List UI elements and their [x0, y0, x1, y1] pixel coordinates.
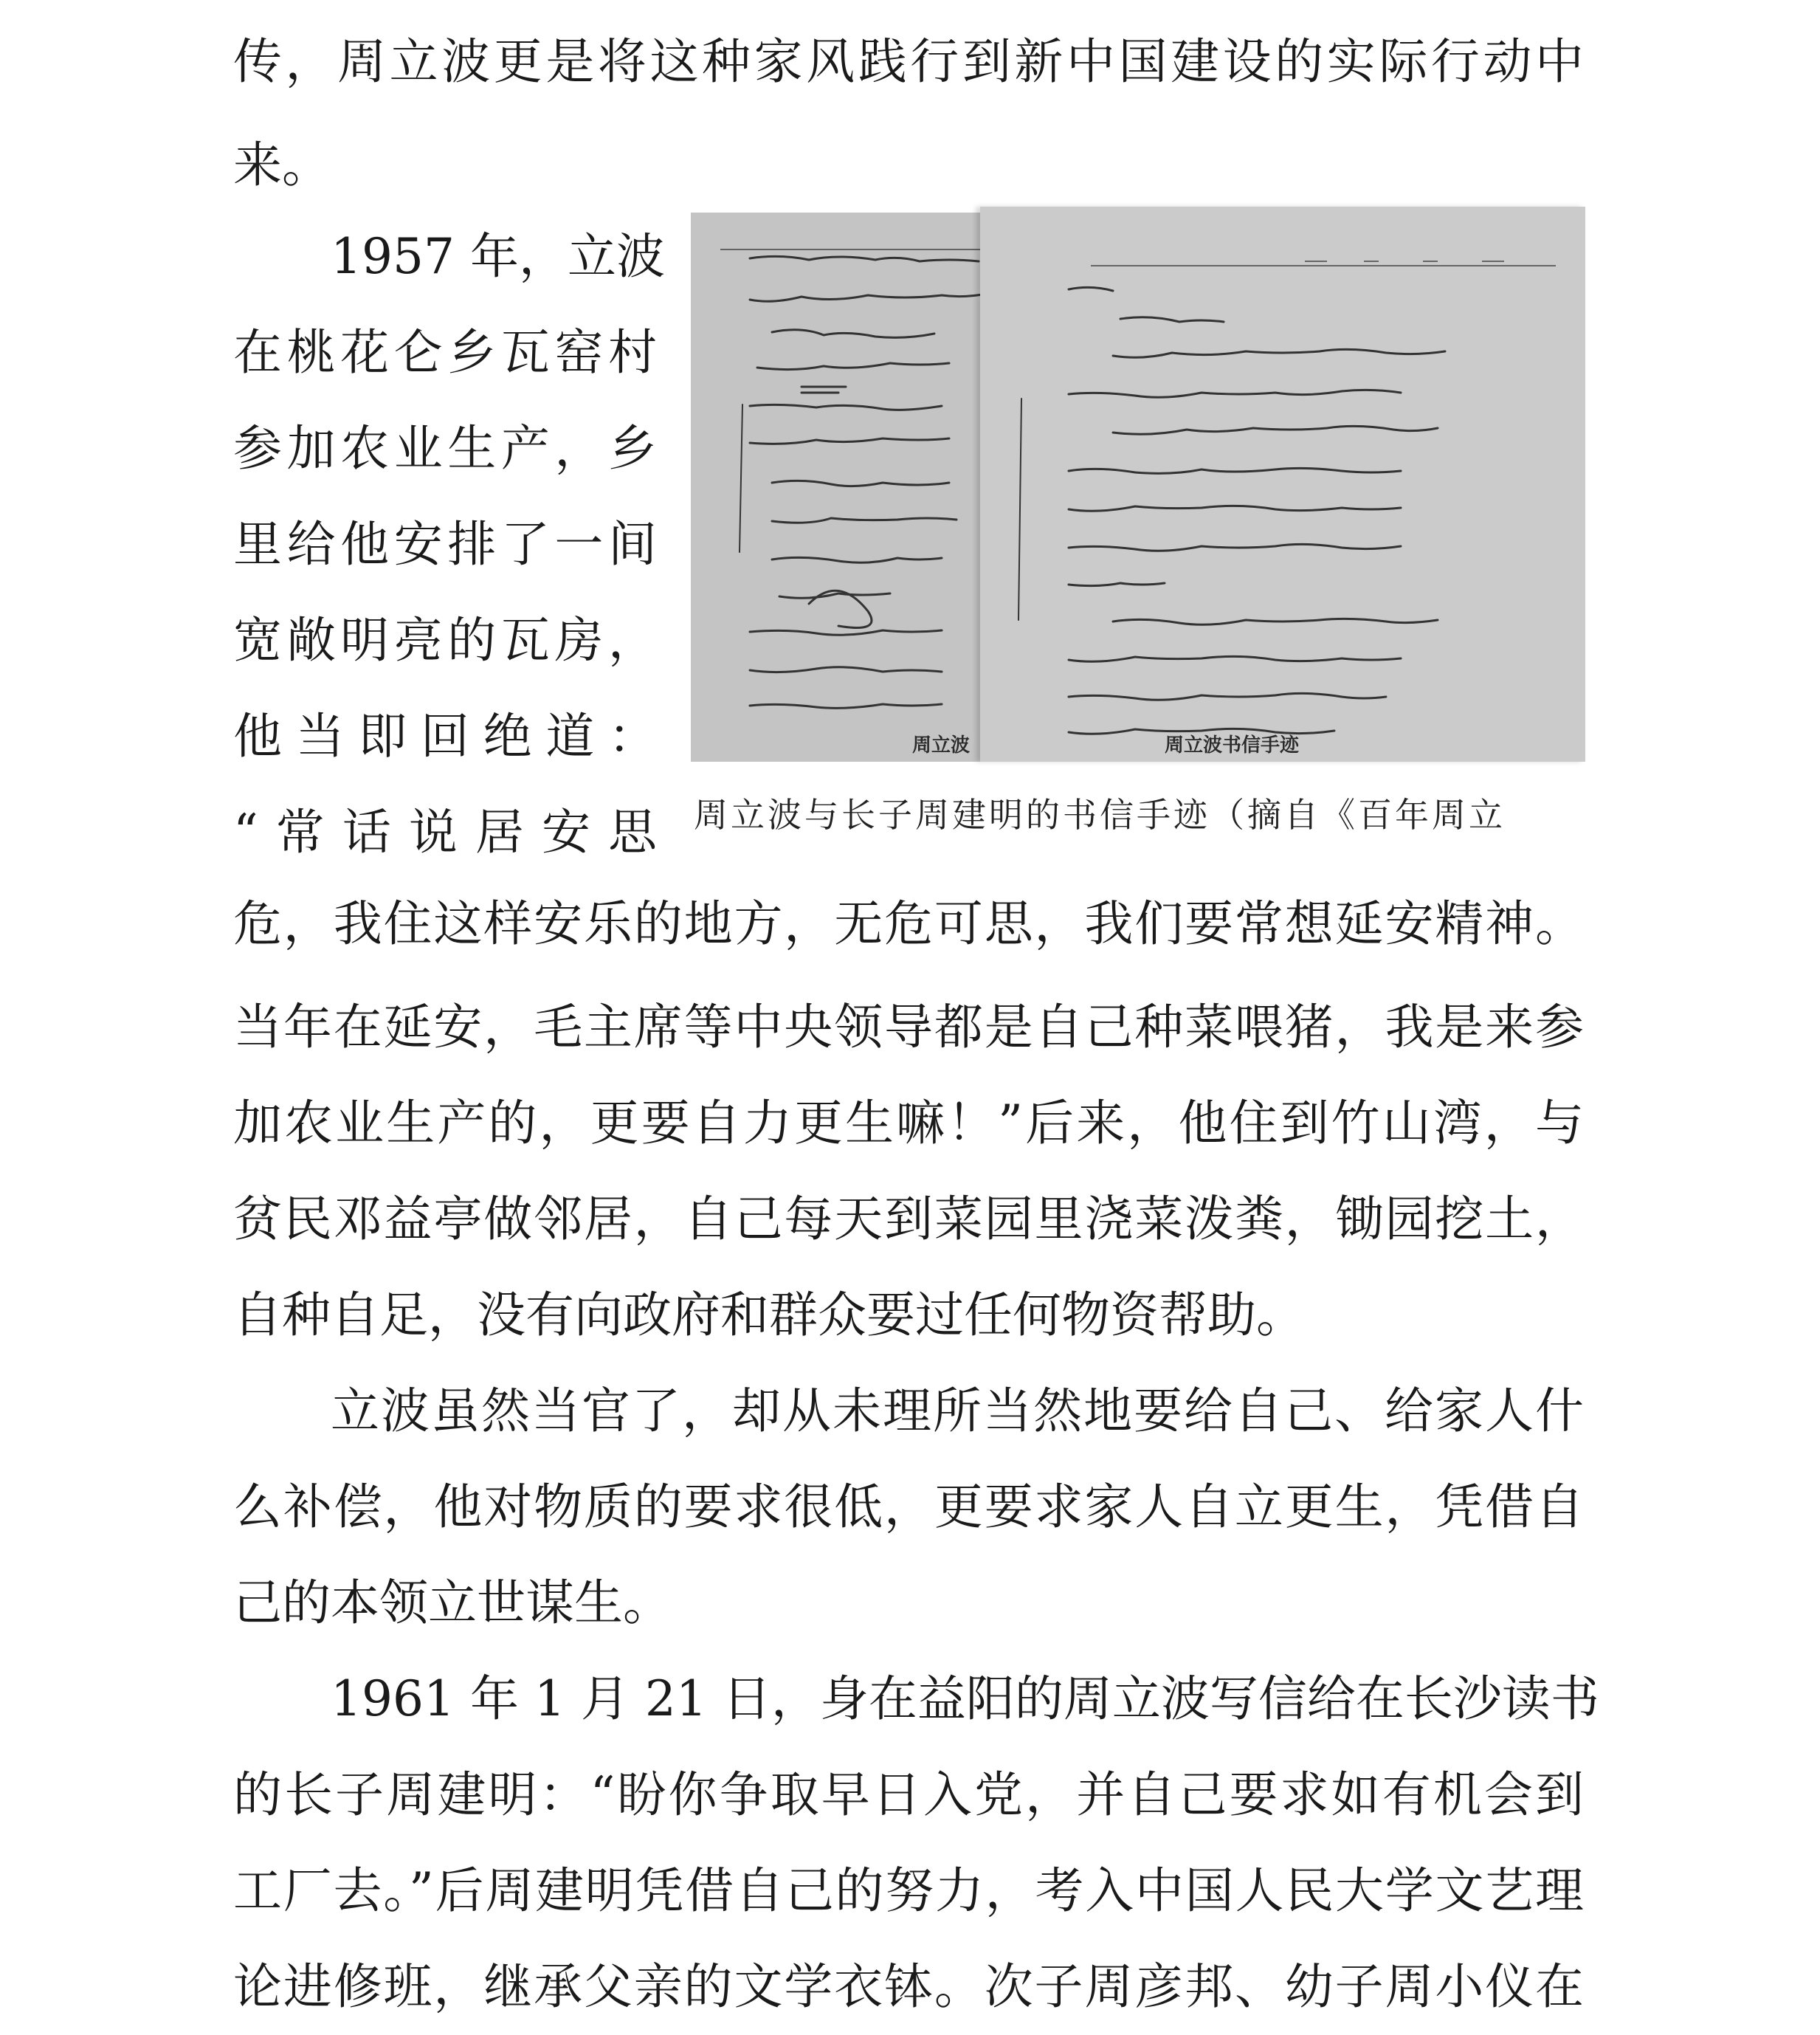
letter-scan-right: [980, 207, 1585, 762]
paragraph-line: 己的本领立世谋生。: [233, 1574, 672, 1631]
paragraph-line: 1957 年，立波: [331, 228, 665, 285]
paragraph-line: 在桃花仑乡瓦窑村: [233, 324, 657, 381]
paragraph-line: 他当即回绝道：: [233, 708, 657, 765]
paragraph-line: 来。: [233, 137, 331, 193]
paragraph-line: 加农业生产的，更要自力更生嘛！”后来，他住到竹山湾，与: [233, 1095, 1584, 1151]
paragraph-line: 危，我住这样安乐的地方，无危可思，我们要常想延安精神。: [233, 895, 1584, 952]
letter-figure: [691, 207, 1585, 762]
paragraph-line: 立波虽然当官了，却从未理所当然地要给自己、给家人什: [331, 1383, 1584, 1439]
paragraph-line: 么补偿，他对物质的要求很低，更要求家人自立更生，凭借自: [233, 1478, 1584, 1535]
paragraph-line: 工厂去。”后周建明凭借自己的努力，考入中国人民大学文艺理: [233, 1862, 1584, 1919]
paragraph-line: 1961 年 1 月 21 日，身在益阳的周立波写信给在长沙读书: [331, 1670, 1599, 1727]
letter-label-left: 周立波: [912, 734, 971, 757]
handwriting-image: [691, 213, 1001, 762]
paragraph-line: 的长子周建明：“盼你争取早日入党，并自己要求如有机会到: [233, 1766, 1584, 1823]
paragraph-line: 宽敞明亮的瓦房，: [233, 612, 657, 669]
paragraph-line: 自种自足，没有向政府和群众要过任何物资帮助。: [233, 1287, 1305, 1343]
paragraph-line: 传，周立波更是将这种家风践行到新中国建设的实际行动中: [233, 33, 1584, 90]
letter-scan-left: [691, 213, 1001, 762]
paragraph-line: 贫民邓益亭做邻居，自己每天到菜园里浇菜泼粪，锄园挖土，: [233, 1191, 1584, 1247]
paragraph-line: 当年在延安，毛主席等中央领导都是自己种菜喂猪，我是来参: [233, 999, 1584, 1056]
handwriting-image: [980, 207, 1585, 762]
letter-label-right: 周立波书信手迹: [1165, 734, 1300, 757]
paragraph-line: 论进修班，继承父亲的文学衣钵。次子周彦邦、幼子周小仪在: [233, 1958, 1584, 2015]
paragraph-line: 里给他安排了一间: [233, 516, 657, 573]
figure-caption: 周立波与长子周建明的书信手迹（摘自《百年周立: [694, 795, 1506, 835]
paragraph-line: “常话说居安思: [233, 804, 657, 861]
paragraph-line: 参加农业生产，乡: [233, 420, 657, 477]
